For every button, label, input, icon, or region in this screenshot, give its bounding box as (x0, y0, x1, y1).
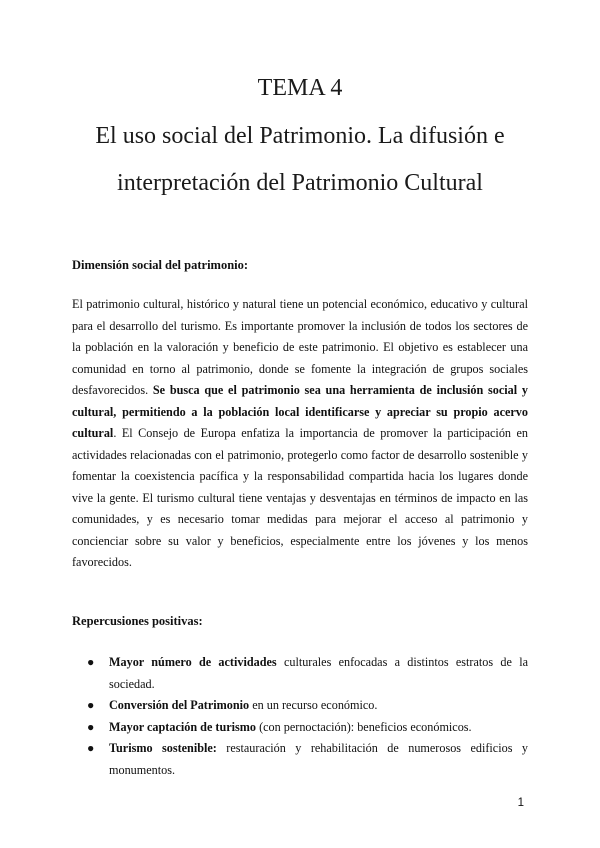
page-number: 1 (517, 797, 524, 809)
page-title-line-1: El uso social del Patrimonio. La difusión e (95, 123, 505, 149)
topic-number: TEMA 4 (257, 75, 343, 101)
positive-effects-list (72, 652, 528, 781)
social-dimension-paragraph (72, 294, 528, 574)
list-item-text: en un recurso económico. (249, 698, 378, 712)
list-item-bold: Mayor captación de turismo (109, 719, 257, 734)
paragraph-text-start: El patrimonio cultural, histórico y natural tiene un potencial económico, educativo y cultural para el desarrollo del turismo. Es importante promover la inclusión de todos los sectores de la población en la valoración y beneficio de este patrimonio. El objetivo es establecer una comunidad en torno al patrimonio, donde se fomente la integración de grupos sociales desfavorecidos. (72, 297, 528, 397)
list-item-bold: Mayor número de actividades (109, 655, 277, 669)
section-heading-social-dimension: Dimensión social del patrimonio: (72, 258, 249, 272)
page-title-line-2: interpretación del Patrimonio Cultural (117, 170, 483, 196)
bullet-icon: ● (87, 719, 95, 734)
bullet-icon: ● (87, 655, 95, 669)
paragraph-bold-statement: Se busca que el patrimonio sea una herramienta de inclusión social y cultural, permitiendo a la población local identificarse y apreciar su propio acervo cultural (72, 383, 528, 440)
list-item-text: (con pernoctación): beneficios económicos. (256, 719, 472, 734)
section-heading-positive-effects: Repercusiones positivas: (72, 614, 203, 628)
list-item (72, 738, 528, 781)
list-item-bold: Turismo sostenible: (109, 741, 217, 755)
list-item (72, 695, 528, 717)
bullet-icon: ● (87, 698, 95, 712)
paragraph-text-end: . El Consejo de Europa enfatiza la importancia de promover la participación en actividades relacionadas con el patrimonio, protegerlo como factor de desarrollo sostenible y fomentar la coexistencia pacífica y la responsabilidad compartida hacia los lugares donde vive la gente. El turismo cultural tiene ventajas y desventajas en términos de impacto en las comunidades, y es necesario tomar medidas para mejorar el acceso al patrimonio y concienciar sobre su valor y beneficios, especialmente entre los jóvenes y los menos favorecidos. (72, 426, 528, 569)
list-item (72, 717, 528, 739)
list-item-text: culturales enfocadas a distintos estratos de la sociedad. (109, 655, 528, 691)
bullet-icon: ● (87, 741, 95, 755)
list-item-bold: Conversión del Patrimonio (109, 698, 250, 712)
list-item-text: restauración y rehabilitación de numerosos edificios y monumentos. (109, 741, 528, 777)
list-item (72, 652, 528, 695)
